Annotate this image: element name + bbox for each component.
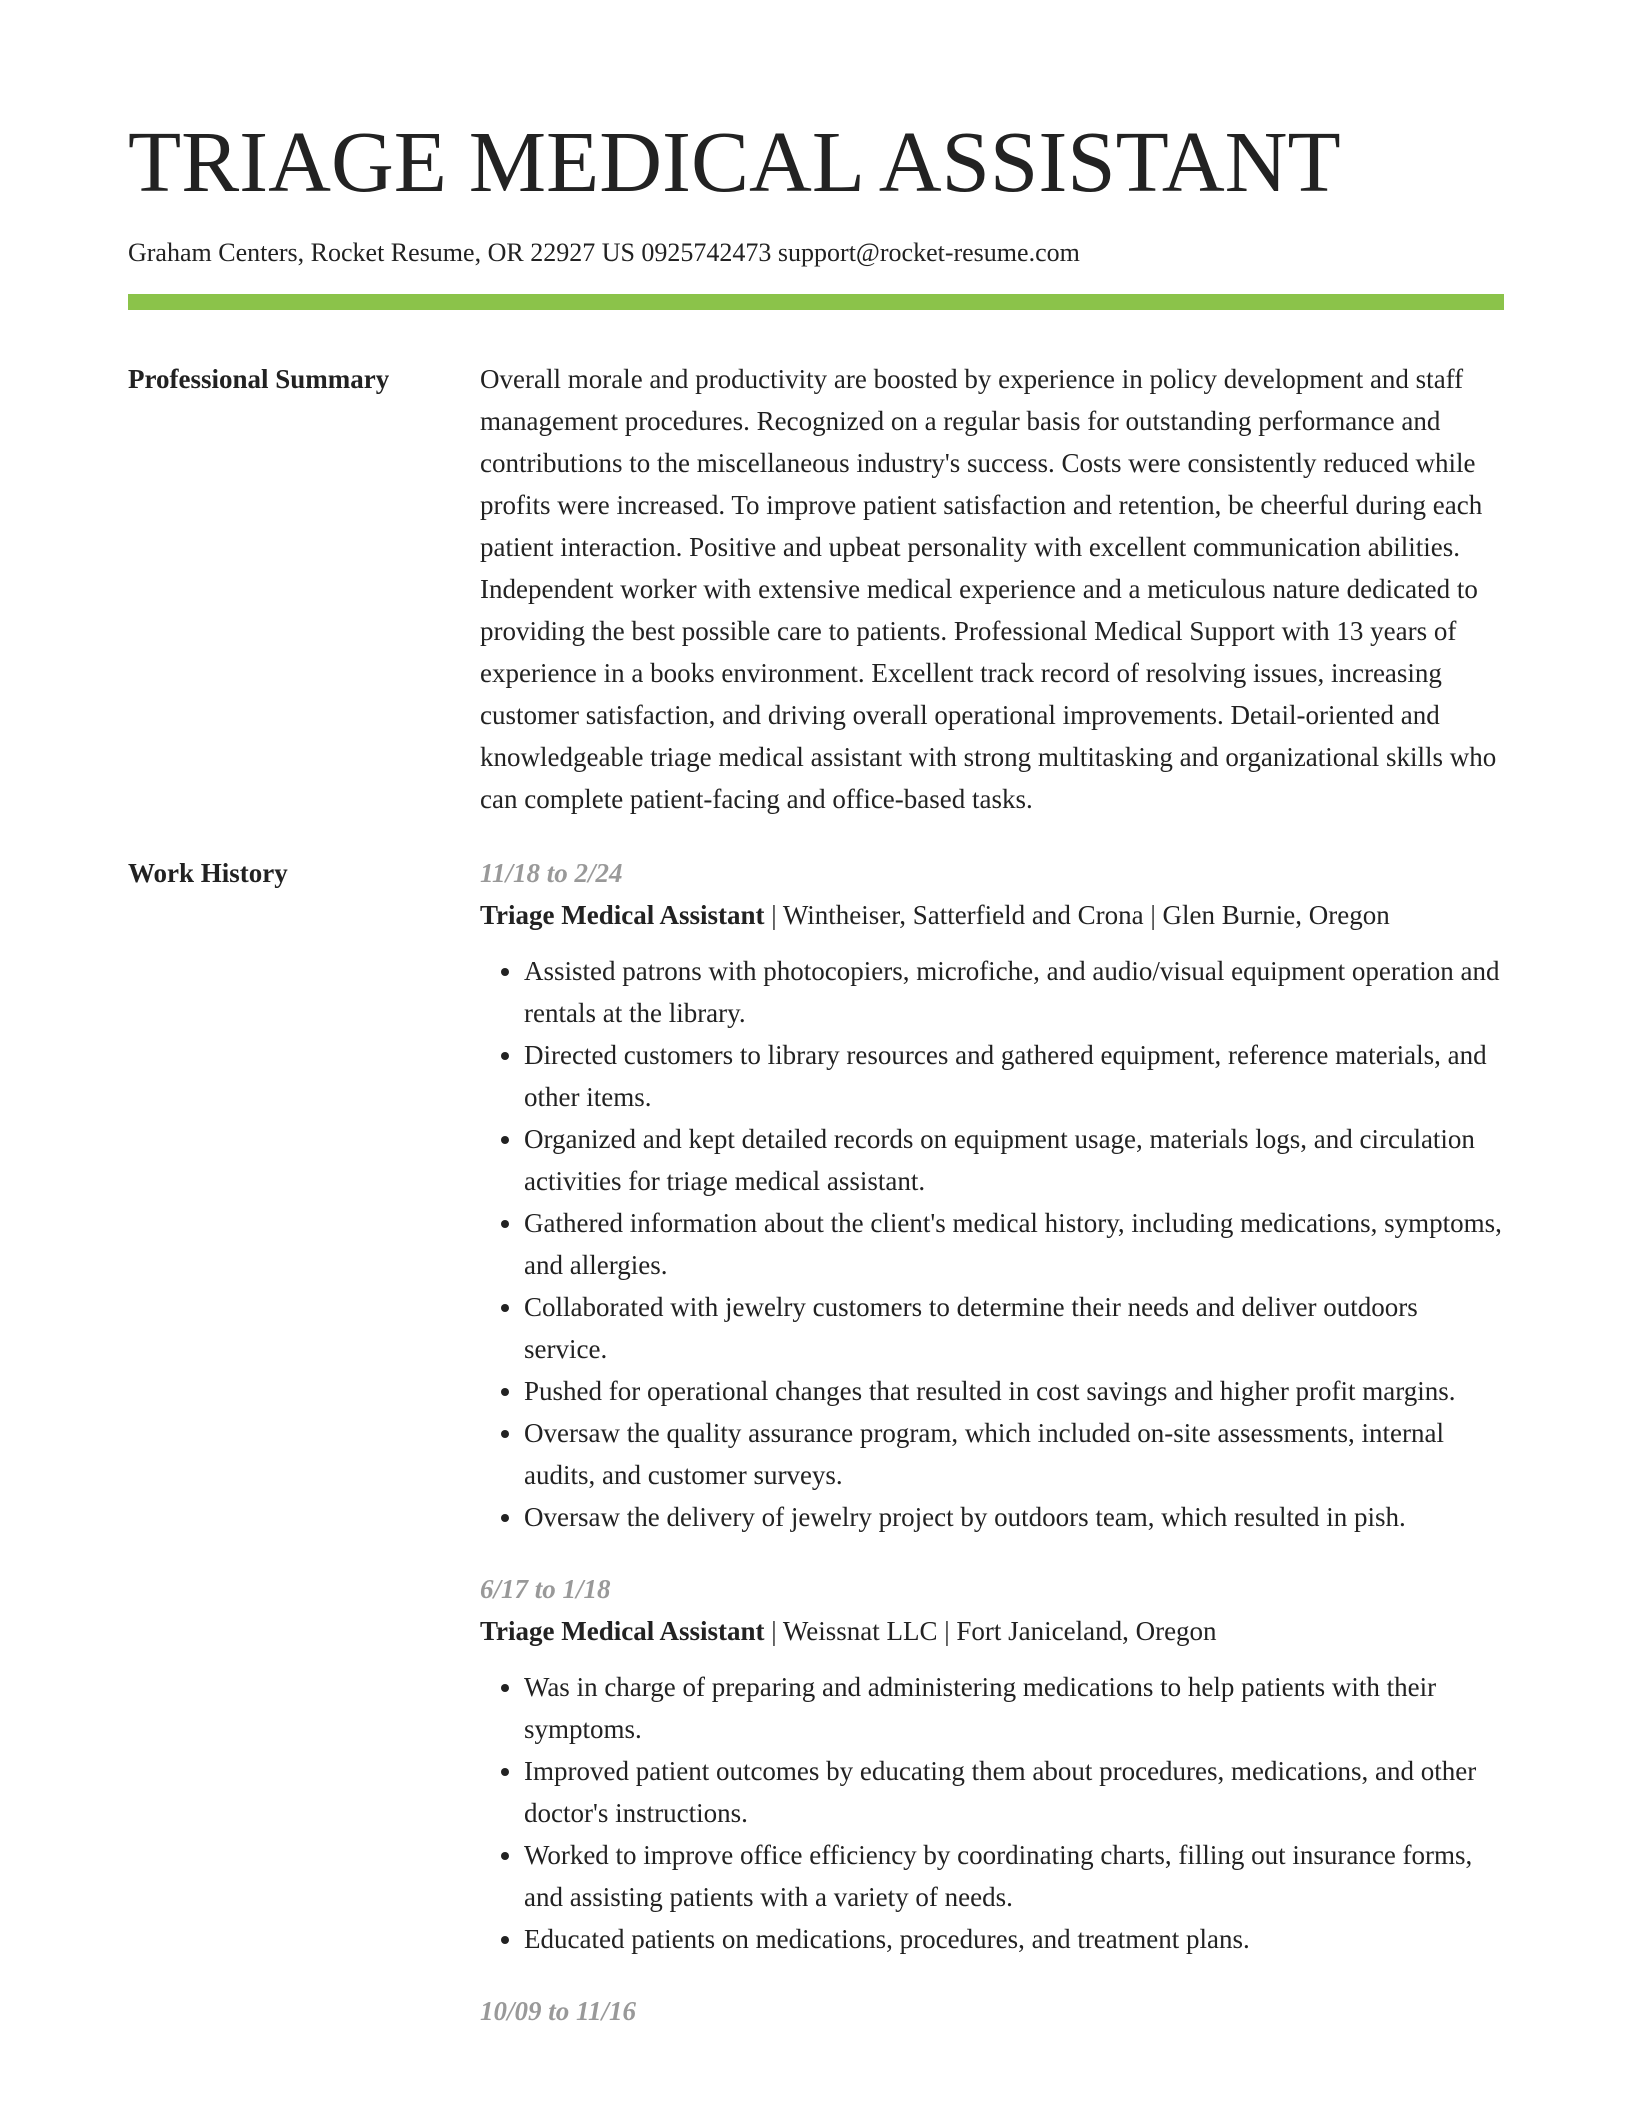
job-dates: 10/09 to 11/16 — [480, 1996, 637, 2026]
job-bullet: • Directed customers to library resources and gathered equipment, reference materials, and other items. — [524, 1034, 1504, 1118]
job-dates: 11/18 to 2/24 — [480, 858, 623, 888]
job-location: Fort Janiceland, Oregon — [956, 1616, 1217, 1646]
work-history-section — [128, 852, 1504, 2062]
job-bullet: • Assisted patrons with photocopiers, microfiche, and audio/visual equipment operation and rentals at the library. — [524, 950, 1504, 1034]
job-dates: 6/17 to 1/18 — [480, 1574, 611, 1604]
resume-title: TRIAGE MEDICAL ASSISTANT — [128, 113, 1341, 210]
work-history-body — [480, 852, 1504, 2062]
job-bullet: • Oversaw the delivery of jewelry project by outdoors team, which resulted in pish. — [524, 1496, 1504, 1538]
job-bullet: • Oversaw the quality assurance program, which included on-site assessments, internal audits, and customer surveys. — [524, 1412, 1504, 1496]
job-bullet: • Was in charge of preparing and administering medications to help patients with their symptoms. — [524, 1666, 1504, 1750]
job-separator: | — [1143, 900, 1163, 930]
job-company: Wintheiser, Satterfield and Crona — [782, 900, 1144, 930]
job-location: Glen Burnie, Oregon — [1162, 900, 1390, 930]
job-separator: | — [764, 900, 783, 930]
job-separator: | — [937, 1616, 957, 1646]
job-bullet-list — [480, 1666, 1504, 1960]
job-heading — [480, 1610, 1504, 1652]
section-label-work-history: Work History — [128, 858, 288, 888]
job-heading — [480, 894, 1504, 936]
professional-summary-section — [128, 358, 1504, 820]
section-label-professional-summary: Professional Summary — [128, 364, 390, 394]
job-bullet: • Collaborated with jewelry customers to determine their needs and deliver outdoors service. — [524, 1286, 1504, 1370]
job-company: Weissnat LLC — [782, 1616, 938, 1646]
job-title: Triage Medical Assistant — [480, 1616, 765, 1646]
job-bullet-list — [480, 950, 1504, 1538]
job-entry — [480, 1568, 1504, 1960]
job-title: Triage Medical Assistant — [480, 900, 765, 930]
professional-summary-body — [480, 358, 1504, 820]
job-bullet: • Improved patient outcomes by educating them about procedures, medications, and other doctor's instructions. — [524, 1750, 1504, 1834]
professional-summary-text: Overall morale and productivity are boosted by experience in policy development and staff management procedures. Recognized on a regular basis for outstanding performance and contributions to the miscellaneous industry's success. Costs were consistently reduced while profits were increased. To improve patient satisfaction and retention, be cheerful during each patient interaction. Positive and upbeat personality with excellent communication abilities. Independent worker with extensive medical experience and a meticulous nature dedicated to providing the best possible care to patients. Professional Medical Support with 13 years of experience in a books environment. Excellent track record of resolving issues, increasing customer satisfaction, and driving overall operational improvements. Detail-oriented and knowledgeable triage medical assistant with strong multitasking and organizational skills who can complete patient-facing and office-based tasks. — [480, 364, 1497, 814]
job-separator: | — [764, 1616, 783, 1646]
job-entry — [480, 1990, 1504, 2032]
contact-info: Graham Centers, Rocket Resume, OR 22927 US 0925742473 support@rocket-resume.com — [128, 238, 1080, 267]
job-bullet: • Educated patients on medications, procedures, and treatment plans. — [524, 1918, 1504, 1960]
job-bullet: • Gathered information about the client's medical history, including medications, symptoms, and allergies. — [524, 1202, 1504, 1286]
job-bullet: • Pushed for operational changes that resulted in cost savings and higher profit margins. — [524, 1370, 1504, 1412]
header-accent-rule — [128, 294, 1504, 310]
job-bullet: • Organized and kept detailed records on equipment usage, materials logs, and circulation activities for triage medical assistant. — [524, 1118, 1504, 1202]
resume-header — [128, 0, 1504, 310]
job-entry — [480, 852, 1504, 1538]
job-bullet: • Worked to improve office efficiency by coordinating charts, filling out insurance forms, and assisting patients with a variety of needs. — [524, 1834, 1504, 1918]
